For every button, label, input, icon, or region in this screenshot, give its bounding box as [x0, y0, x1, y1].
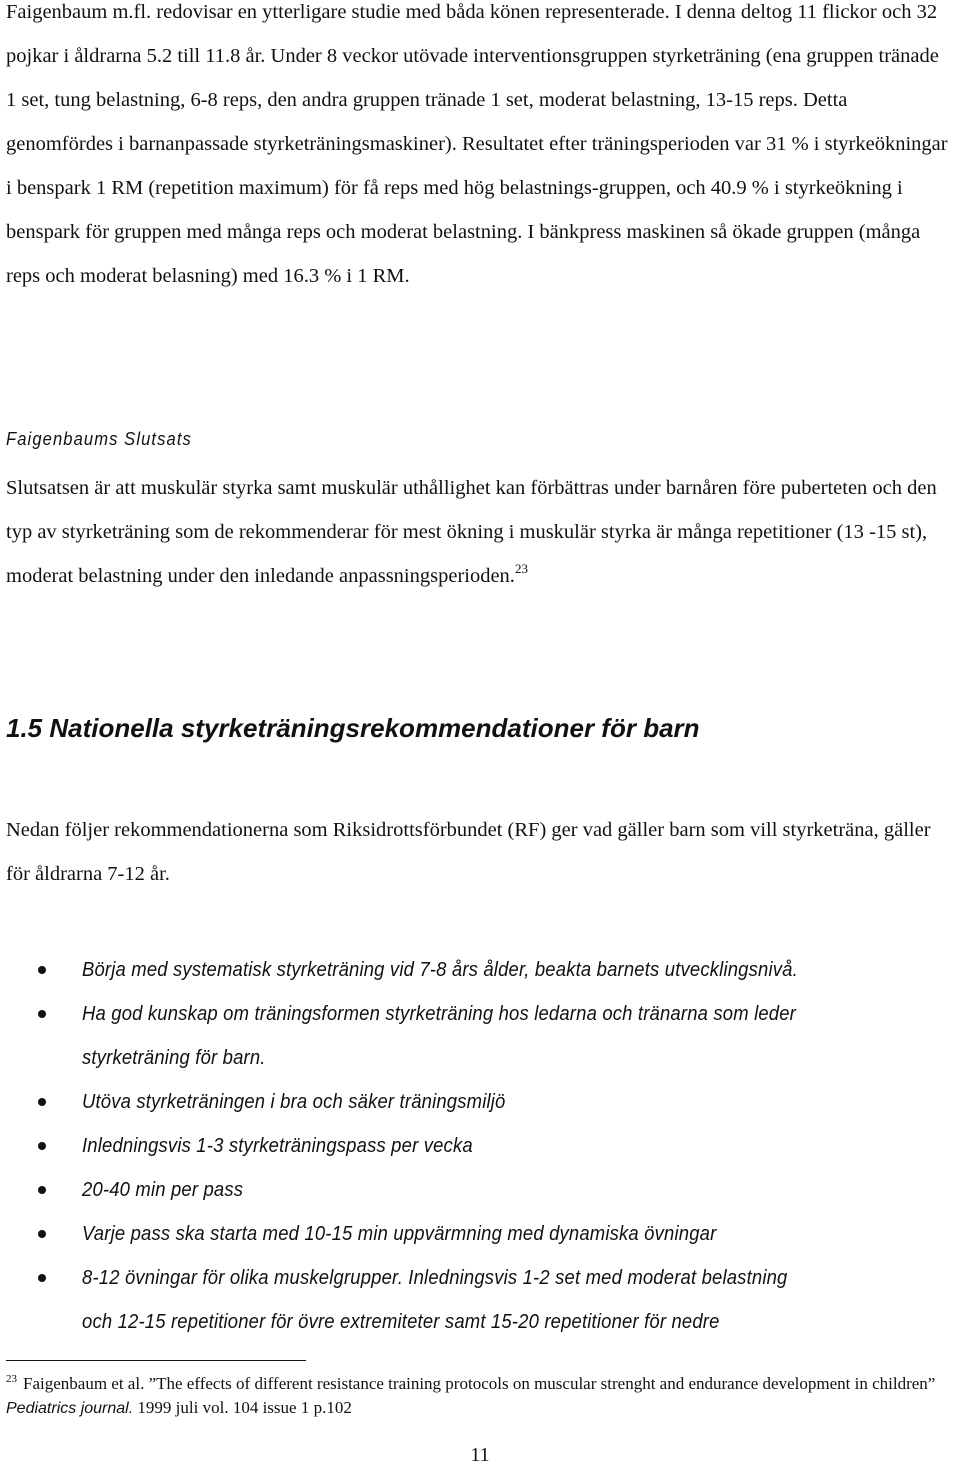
paragraph-slutsats — [6, 466, 954, 598]
list-item — [0, 948, 960, 992]
paragraph-slutsats-text: Slutsatsen är att muskulär styrka samt muskulär uthållighet kan förbättras under barnåren före puberteten och den typ av styrketräning som de rekommenderar för mest ökning i muskulär styrka är många repetitioner (13 -15 st), moderat belastning under den inledande anpassningsperioden. — [6, 477, 937, 587]
page-number: 11 — [470, 1444, 490, 1466]
list-item — [0, 992, 960, 1080]
heading-faigenbaums-slutsats: Faigenbaums Slutsats — [6, 429, 192, 449]
paragraph-rf-recommendations: Nedan följer rekommendationerna som Riksidrottsförbundet (RF) ger vad gäller barn som vill styrketräna, gäller för åldrarna 7-12 år. — [6, 819, 931, 885]
list-item-text: Utöva styrketräningen i bra och säker träningsmiljö — [82, 1090, 506, 1113]
bullet-icon — [38, 966, 46, 974]
list-item — [0, 1256, 960, 1344]
list-item — [0, 1080, 960, 1124]
paragraph-faigenbaum-study: Faigenbaum m.fl. redovisar en ytterligare studie med båda könen representerade. I denna deltog 11 flickor och 32 pojkar i åldrarna 5.2 till 11.8 år. Under 8 veckor utövade interventionsgruppen styrketräning (ena gruppen tränade 1 set, tung belastning, 6-8 reps, den andra gruppen tränade 1 set, moderat belastning, 13-15 reps. Detta genomfördes i barnanpassade styrketräningsmaskiner). Resultatet efter träningsperioden var 31 % i styrkeökningar i benspark 1 RM (repetition maximum) för få reps med hög belastnings-gruppen, och 40.9 % i styrkeökning i benspark för gruppen med många reps och moderat belastning. I bänkpress maskinen så ökade gruppen (många reps och moderat belasning) med 16.3 % i 1 RM. — [6, 1, 948, 287]
list-item-text: Inledningsvis 1-3 styrketräningspass per vecka — [82, 1134, 473, 1157]
bullet-icon — [38, 1186, 46, 1194]
bullet-icon — [38, 1098, 46, 1106]
list-item-text: Ha god kunskap om träningsformen styrketräning hos ledarna och tränarna som leder — [82, 1002, 797, 1025]
list-item-text: Varje pass ska starta med 10-15 min uppvärmning med dynamiska övningar — [82, 1222, 717, 1245]
bullet-icon — [38, 1274, 46, 1282]
recommendation-list — [0, 948, 960, 1344]
list-item-text: Börja med systematisk styrketräning vid 7-8 års ålder, beakta barnets utvecklingsnivå. — [82, 958, 798, 981]
footnote-divider — [6, 1360, 306, 1361]
list-item-text: 8-12 övningar för olika muskelgrupper. Inledningsvis 1-2 set med moderat belastning — [82, 1266, 788, 1289]
list-item-text-continued: styrketräning för barn. — [82, 1046, 266, 1069]
list-item — [0, 1124, 960, 1168]
list-item-text-continued: och 12-15 repetitioner för övre extremiteter samt 15-20 repetitioner för nedre — [82, 1310, 720, 1333]
list-item — [0, 1212, 960, 1256]
footnote-text: Faigenbaum et al. ”The effects of different resistance training protocols on muscular strenght and endurance development in children” — [23, 1374, 936, 1393]
footnote — [6, 1372, 956, 1421]
bullet-icon — [38, 1230, 46, 1238]
footnote-number: 23 — [6, 1373, 17, 1385]
list-item — [0, 1168, 960, 1212]
bullet-icon — [38, 1010, 46, 1018]
bullet-icon — [38, 1142, 46, 1150]
footnote-journal: Pediatrics journal. — [6, 1400, 134, 1417]
list-item-text: 20-40 min per pass — [82, 1178, 244, 1201]
section-heading-1-5: 1.5 Nationella styrketräningsrekommendationer för barn — [6, 713, 700, 743]
footnote-ref-23: 23 — [514, 561, 528, 576]
footnote-details: 1999 juli vol. 104 issue 1 p.102 — [137, 1398, 352, 1417]
